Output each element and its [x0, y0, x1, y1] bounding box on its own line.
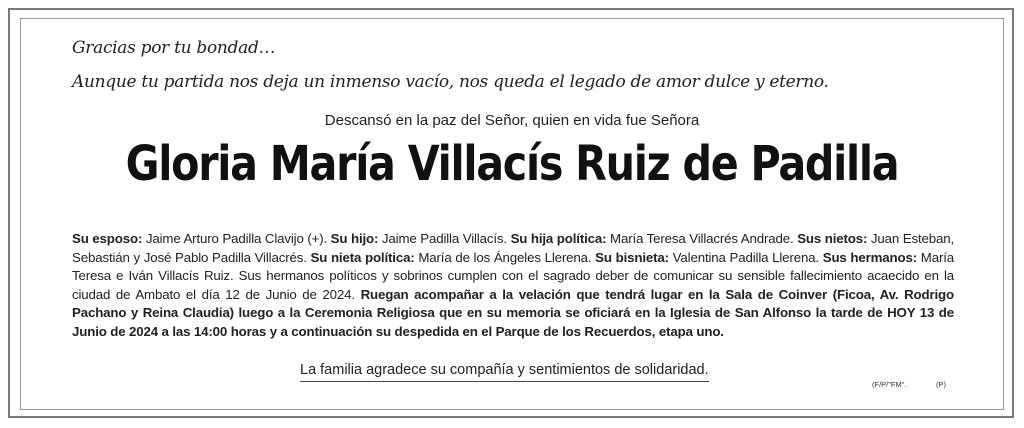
family-thanks: La familia agradece su compañía y sentimientos de solidaridad. [300, 362, 709, 382]
text-nieta-politica: María de los Ángeles Llerena. [414, 249, 596, 265]
text-hija-politica: María Teresa Villacrés Andrade. [606, 231, 798, 246]
label-hermanos: Sus hermanos: [822, 249, 918, 265]
label-nieta-politica: Su nieta política: [310, 249, 415, 265]
text-hermanos: María Teresa e Iván Villacís Ruiz. Sus hermanos políticos y sobrinos cumplen con el sagrado deber de comunicar su sensible fallecimiento acaecido en la ciudad de Ambato el día 12 de Junio de 2024. [72, 249, 955, 302]
text-bisnieta: Valentina Padilla Llerena. [668, 249, 823, 265]
intro-text: Descansó en la paz del Señor, quien en vida fue Señora [324, 112, 700, 129]
label-nietos: Sus nietos: [797, 231, 868, 246]
label-hijo: Su hijo: [330, 231, 379, 246]
label-bisnieta: Su bisnieta: [595, 249, 669, 265]
ceremony-details: Ruegan acompañar a la velación que tendrá lugar en la Sala de Coinver (Ficoa, Av. Rodrigo Pachano y Reina Claudia) luego a la Ceremonia Religiosa que en su memoria se oficiará en la Iglesia de San Alfonso la tarde de HOY 13 de Junio de 2024 a las 14:00 horas y a continuación su despedida en el Parque de los Recuerdos, etapa uno. [72, 286, 954, 339]
ad-code-2: (P) [936, 380, 946, 389]
label-esposo: Su esposo: [72, 231, 143, 246]
text-nietos: Juan Esteban, Sebastián y José Pablo Padilla Villacrés. [72, 231, 955, 265]
family-paragraph [72, 230, 954, 342]
script-line-gratitude: Gracias por tu bondad… [72, 38, 276, 58]
text-hijo: Jaime Padilla Villacís. [378, 231, 511, 246]
script-line-legacy: Aunque tu partida nos deja un inmenso vacío, nos queda el legado de amor dulce y eterno. [72, 72, 829, 92]
ad-code-1: (F/P/"FM". [872, 380, 907, 389]
text-esposo: Jaime Arturo Padilla Clavijo (+). [142, 231, 331, 246]
deceased-name: Gloria María Villacís Ruiz de Padilla [125, 136, 899, 192]
label-hija-politica: Su hija política: [510, 231, 607, 246]
